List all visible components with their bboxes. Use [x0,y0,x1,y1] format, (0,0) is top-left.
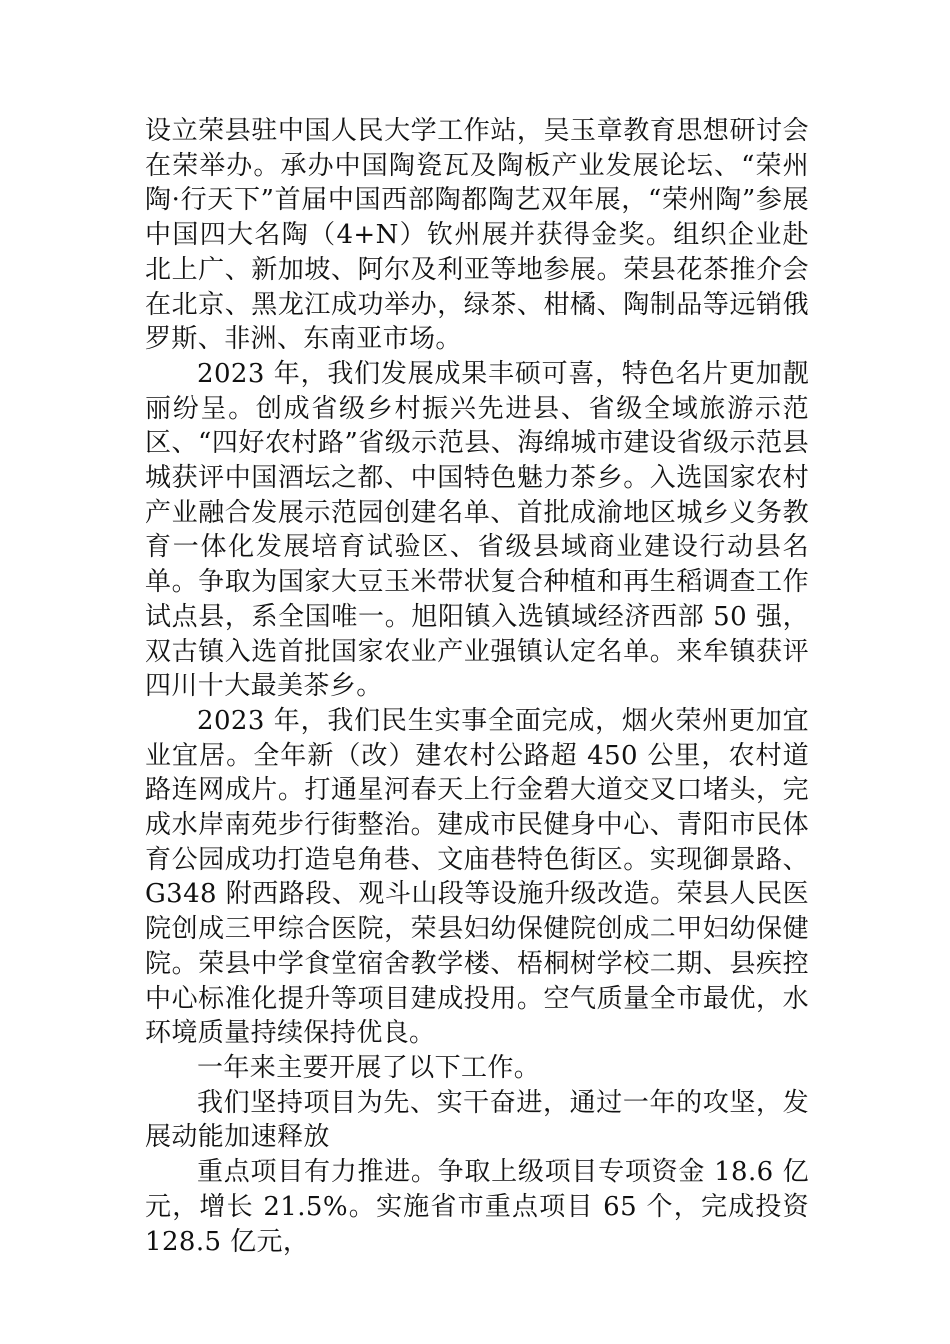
paragraph-key-projects: 重点项目有力推进。争取上级项目专项资金 18.6 亿元，增长 21.5%。实施省市重点项目 65 个，完成投资 128.5 亿元， [145,1157,809,1257]
paragraph-achievements: 2023 年，我们发展成果丰硕可喜，特色名片更加靓丽纷呈。创成省级乡村振兴先进县、省级全域旅游示范区、“四好农村路”省级示范县、海绵城市建设省级示范县城获评中国酒坛之都、中国特色魅力茶乡。入选国家农村产业融合发展示范园创建名单、首批成渝地区城乡义务教育一体化发展培育试验区、省级县域商业建设行动县名单。争取为国家大豆玉米带状复合种植和再生稻调查工作试点县，系全国唯一。旭阳镇入选镇域经济西部 50 强，双古镇入选首批国家农业产业强镇认定名单。来牟镇获评四川十大最美茶乡。 [145,358,809,702]
document-page [145,114,809,1259]
paragraph-exhibitions: 设立荣县驻中国人民大学工作站，吴玉章教育思想研讨会在荣举办。承办中国陶瓷瓦及陶板产业发展论坛、“荣州陶·行天下”首届中国西部陶都陶艺双年展，“荣州陶”参展中国四大名陶（4+N）钦州展并获得金奖。组织企业赴北上广、新加坡、阿尔及利亚等地参展。荣县花茶推介会在北京、黑龙江成功举办，绿茶、柑橘、陶制品等远销俄罗斯、非洲、东南亚市场。 [145,116,809,355]
paragraph-livelihood: 2023 年，我们民生实事全面完成，烟火荣州更加宜业宜居。全年新（改）建农村公路超 450 公里，农村道路连网成片。打通星河春天上行金碧大道交叉口堵头，完成水岸南苑步行街整治。建成市民健身中心、青阳市民体育公园成功打造皂角巷、文庙巷特色街区。实现御景路、G348 附西路段、观斗山段等设施升级改造。荣县人民医院创成三甲综合医院，荣县妇幼保健院创成二甲妇幼保健院。荣县中学食堂宿舍教学楼、梧桐树学校二期、县疾控中心标准化提升等项目建成投用。空气质量全市最优，水环境质量持续保持优良。 [145,705,809,1049]
paragraph-projects-heading: 我们坚持项目为先、实干奋进，通过一年的攻坚，发展动能加速释放 [145,1087,809,1153]
paragraph-work-intro: 一年来主要开展了以下工作。 [197,1052,541,1083]
